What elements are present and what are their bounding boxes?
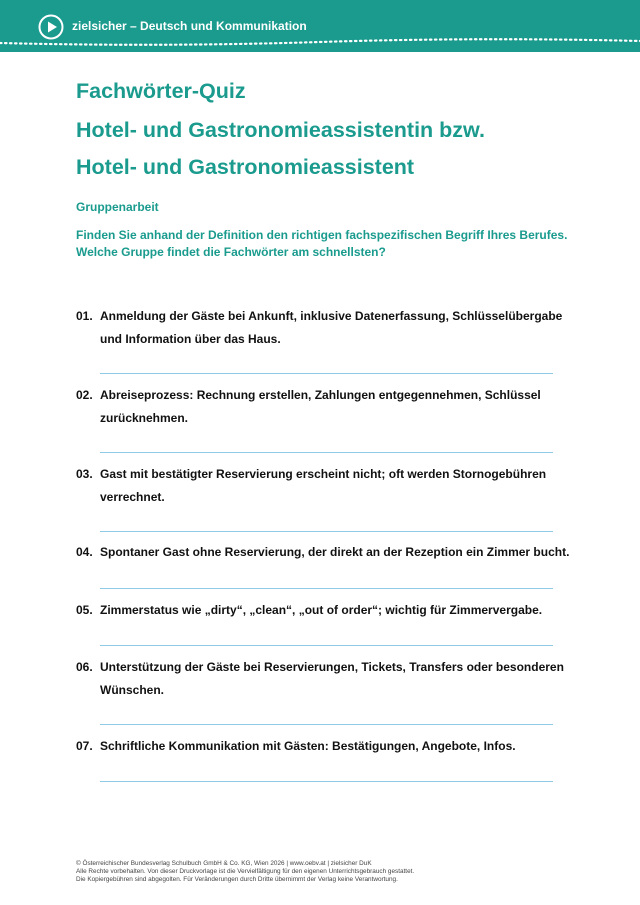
answer-line[interactable]: [100, 373, 553, 374]
question-text: Unterstützung der Gäste bei Reservierungen, Tickets, Transfers oder besonderen Wünschen.: [100, 660, 564, 697]
question-number: 07.: [76, 739, 93, 753]
answer-line[interactable]: [100, 452, 553, 453]
question-item: [76, 305, 576, 351]
question-item: [76, 384, 576, 430]
footer-line: Die Kopiergebühren sind abgegolten. Für Veränderungen durch Dritte übernimmt der Verlag keine Verantwortung.: [76, 876, 398, 883]
question-item: [76, 656, 576, 702]
answer-line[interactable]: [100, 588, 553, 589]
question-number: 03.: [76, 467, 93, 481]
question-text: Abreiseprozess: Rechnung erstellen, Zahlungen entgegennehmen, Schlüssel zurücknehmen.: [100, 388, 541, 425]
question-item: [76, 541, 576, 564]
footer-line: Alle Rechte vorbehalten. Von dieser Druckvorlage ist die Vervielfältigung für den eigenen Unterrichtsgebrauch gestattet.: [76, 868, 415, 875]
question-text: Gast mit bestätigter Reservierung erscheint nicht; oft werden Stornogebühren verrechnet.: [100, 467, 547, 504]
page-title: Fachwörter-Quiz: [76, 79, 246, 103]
dotted-edge-decoration: [0, 38, 640, 48]
question-item: [76, 463, 576, 509]
page-title-line-2: Hotel- und Gastronomieassistentin bzw.: [76, 118, 485, 142]
question-text: Anmeldung der Gäste bei Ankunft, inklusive Datenerfassung, Schlüsselübergabe und Information über das Haus.: [100, 309, 563, 346]
question-text: Zimmerstatus wie „dirty“, „clean“, „out of order“; wichtig für Zimmervergabe.: [100, 603, 543, 617]
page-header: [0, 0, 640, 52]
answer-line[interactable]: [100, 724, 553, 725]
question-number: 06.: [76, 660, 93, 674]
instructions-line-2: Welche Gruppe findet die Fachwörter am schnellsten?: [76, 245, 386, 259]
question-number: 01.: [76, 309, 93, 323]
question-text: Spontaner Gast ohne Reservierung, der direkt an der Rezeption ein Zimmer bucht.: [100, 545, 570, 559]
question-number: 04.: [76, 545, 93, 559]
question-item: [76, 599, 576, 622]
page-title-line-3: Hotel- und Gastronomieassistent: [76, 155, 415, 179]
brand-label: zielsicher – Deutsch und Kommunikation: [72, 19, 307, 33]
play-icon: [38, 14, 64, 40]
question-number: 05.: [76, 603, 93, 617]
answer-line[interactable]: [100, 531, 553, 532]
footer-line: © Österreichischer Bundesverlag Schulbuch GmbH & Co. KG, Wien 2026 | www.oebv.at | zielsicher DuK: [76, 860, 372, 867]
question-text: Schriftliche Kommunikation mit Gästen: Bestätigungen, Angebote, Infos.: [100, 739, 516, 753]
answer-line[interactable]: [100, 781, 553, 782]
question-item: [76, 735, 576, 758]
question-number: 02.: [76, 388, 93, 402]
instructions-line-1: Finden Sie anhand der Definition den richtigen fachspezifischen Begriff Ihres Berufes.: [76, 228, 568, 242]
copyright-footer: [76, 860, 414, 884]
subtitle: Gruppenarbeit: [76, 200, 159, 214]
answer-line[interactable]: [100, 645, 553, 646]
